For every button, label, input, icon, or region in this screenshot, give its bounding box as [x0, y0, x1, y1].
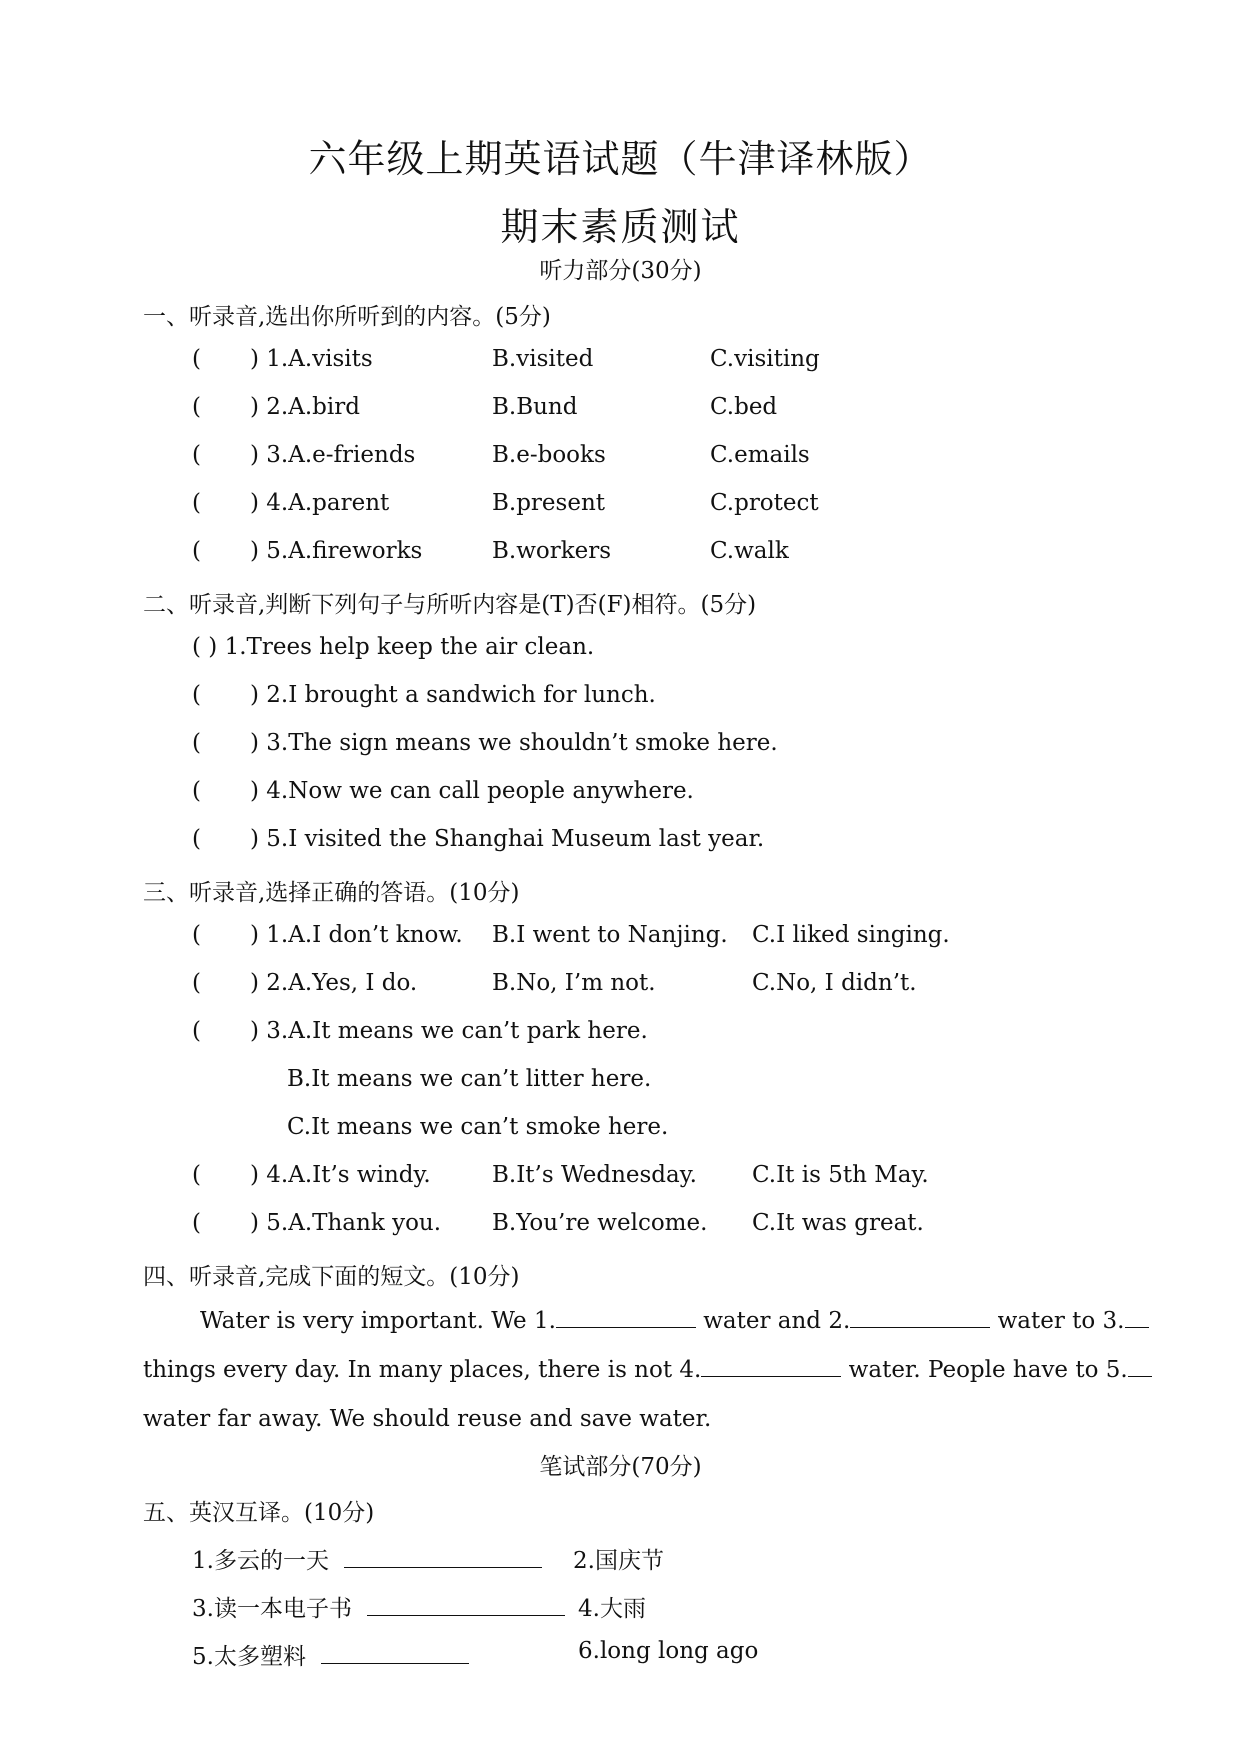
question-row: [192, 346, 1092, 380]
question-text: ) 2.A.Yes, I do.: [250, 970, 418, 996]
answer-blank[interactable]: [367, 1614, 565, 1616]
answer-paren[interactable]: (: [192, 490, 201, 516]
question-text: ) 1.A.visits: [250, 346, 373, 372]
question-text: ) 4.A.parent: [250, 490, 390, 516]
option-c: C.visiting: [710, 346, 820, 372]
cloze-text: water and 2.: [703, 1308, 851, 1334]
section-1-heading: 一、听录音,选出你所听到的内容。(5分): [143, 304, 551, 330]
option-b: B.visited: [492, 346, 594, 372]
question-row: [192, 826, 1092, 860]
answer-blank[interactable]: [344, 1566, 542, 1568]
option-c: C.protect: [710, 490, 819, 516]
cloze-line-1: [200, 1297, 1150, 1346]
question-text: ) 3.A.It means we can’t park here.: [250, 1018, 648, 1044]
blank-5[interactable]: [1128, 1375, 1152, 1377]
page-subtitle: 期末素质测试: [500, 205, 741, 249]
option-c: C.emails: [710, 442, 810, 468]
option-b: B.No, I’m not.: [492, 970, 656, 996]
cloze-line-2: [143, 1346, 1128, 1395]
translation-prompt: 2.国庆节: [573, 1548, 664, 1574]
option-b: B.It’s Wednesday.: [492, 1162, 697, 1188]
blank-4[interactable]: [701, 1375, 841, 1377]
question-row: [192, 922, 1092, 956]
question-row: [192, 1210, 1092, 1244]
answer-paren[interactable]: (: [192, 1210, 201, 1236]
answer-paren[interactable]: (: [192, 826, 201, 852]
option-c: C.It was great.: [752, 1210, 924, 1236]
question-text: ) 5.A.Thank you.: [250, 1210, 442, 1236]
answer-paren[interactable]: (: [192, 778, 201, 804]
blank-3[interactable]: [1125, 1326, 1149, 1328]
blank-2[interactable]: [850, 1326, 990, 1328]
question-text: ) 1.A.I don’t know.: [250, 922, 463, 948]
question-row: [192, 394, 1092, 428]
question-text: ) 3.The sign means we shouldn’t smoke here.: [250, 730, 778, 756]
answer-paren[interactable]: (: [192, 682, 201, 708]
answer-paren[interactable]: (: [192, 442, 201, 468]
option-b: B.You’re welcome.: [492, 1210, 708, 1236]
question-text: ) 4.A.It’s windy.: [250, 1162, 431, 1188]
question-row: [192, 778, 1092, 812]
question-row: [192, 730, 1092, 764]
answer-paren[interactable]: (: [192, 1018, 201, 1044]
translation-item: [192, 1542, 542, 1575]
translation-prompt: 5.太多塑料: [192, 1644, 306, 1670]
cloze-text: water. People have to 5.: [848, 1357, 1128, 1383]
answer-paren[interactable]: (: [192, 346, 201, 372]
translation-prompt: 3.读一本电子书: [192, 1596, 352, 1622]
answer-paren[interactable]: (: [192, 394, 201, 420]
answer-paren[interactable]: (: [192, 1162, 201, 1188]
question-text: ) 5.I visited the Shanghai Museum last year.: [250, 826, 765, 852]
option-c: C.It is 5th May.: [752, 1162, 929, 1188]
cloze-text: Water is very important. We 1.: [200, 1308, 556, 1334]
question-text: ) 2.I brought a sandwich for lunch.: [250, 682, 656, 708]
cloze-text: water far away. We should reuse and save water.: [143, 1406, 712, 1432]
option-c: C.bed: [710, 394, 778, 420]
cloze-text: things every day. In many places, there is not 4.: [143, 1357, 702, 1383]
option-b: B.present: [492, 490, 606, 516]
option-b: B.Bund: [492, 394, 578, 420]
cloze-text: water to 3.: [997, 1308, 1125, 1334]
question-row: [192, 682, 1092, 716]
question-text: ) 4.Now we can call people anywhere.: [250, 778, 694, 804]
option-c: C.It means we can’t smoke here.: [287, 1114, 669, 1140]
listening-header: 听力部分(30分): [539, 258, 702, 284]
answer-paren[interactable]: (: [192, 730, 201, 756]
translation-prompt: 6.long long ago: [578, 1638, 759, 1664]
question-row: [192, 442, 1092, 476]
blank-1[interactable]: [556, 1326, 696, 1328]
translation-item: [192, 1590, 565, 1623]
option-b: B.It means we can’t litter here.: [287, 1066, 652, 1092]
section-2-heading: 二、听录音,判断下列句子与所听内容是(T)否(F)相符。(5分): [143, 592, 757, 618]
section-3-heading: 三、听录音,选择正确的答语。(10分): [143, 880, 520, 906]
question-row: [192, 634, 1092, 668]
section-5-heading: 五、英汉互译。(10分): [143, 1500, 375, 1526]
option-c: C.No, I didn’t.: [752, 970, 917, 996]
option-b: B.I went to Nanjing.: [492, 922, 728, 948]
question-row: [192, 970, 1092, 1004]
section-4-heading: 四、听录音,完成下面的短文。(10分): [143, 1264, 520, 1290]
answer-paren[interactable]: (: [192, 970, 201, 996]
option-b: B.e-books: [492, 442, 606, 468]
translation-prompt: 1.多云的一天: [192, 1548, 329, 1574]
answer-paren[interactable]: (: [192, 922, 201, 948]
option-b: B.workers: [492, 538, 612, 564]
answer-blank[interactable]: [321, 1662, 469, 1664]
option-c: C.walk: [710, 538, 789, 564]
question-row: [192, 538, 1092, 572]
question-row: [192, 490, 1092, 524]
question-row: [192, 1162, 1092, 1196]
question-text[interactable]: ( ) 1.Trees help keep the air clean.: [192, 634, 595, 660]
page-title: 六年级上期英语试题（牛津译林版）: [308, 137, 933, 181]
answer-paren[interactable]: (: [192, 538, 201, 564]
translation-prompt: 4.大雨: [578, 1596, 646, 1622]
written-header: 笔试部分(70分): [539, 1454, 702, 1480]
translation-item: [192, 1638, 469, 1671]
question-text: ) 3.A.e-friends: [250, 442, 416, 468]
question-row: [192, 1018, 1092, 1052]
option-c: C.I liked singing.: [752, 922, 950, 948]
question-text: ) 5.A.fireworks: [250, 538, 423, 564]
question-text: ) 2.A.bird: [250, 394, 360, 420]
